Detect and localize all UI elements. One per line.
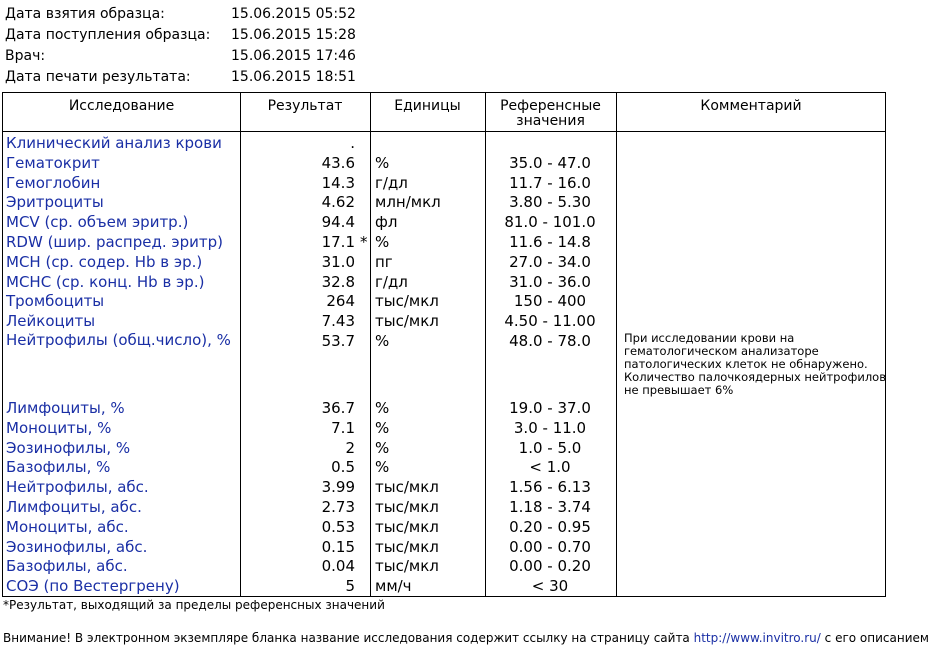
unit-value: г/дл [375, 173, 408, 192]
test-name[interactable]: Клинический анализ крови [6, 134, 222, 152]
unit-value: мм/ч [375, 577, 412, 596]
reference-range: 31.0 - 36.0 [509, 272, 591, 291]
result-value: 0.15 [321, 537, 355, 556]
reference-range: 19.0 - 37.0 [509, 398, 591, 417]
table-row [3, 538, 885, 558]
test-name[interactable]: Эозинофилы, абс. [6, 537, 148, 556]
reference-range: 4.50 - 11.00 [504, 312, 596, 331]
reference-range: 0.00 - 0.20 [509, 557, 591, 576]
out-of-range-flag: * [360, 232, 368, 251]
reference-range: 1.56 - 6.13 [509, 478, 591, 497]
result-value: 3.99 [321, 478, 355, 497]
test-name[interactable]: Базофилы, абс. [6, 557, 128, 576]
unit-value: тыс/мкл [375, 497, 439, 516]
table-row [3, 518, 885, 538]
table-row [3, 312, 885, 332]
meta-row [5, 3, 356, 24]
result-value: 94.4 [321, 213, 355, 232]
table-row [3, 213, 885, 233]
result-value: 0.04 [321, 557, 355, 576]
footnote: *Результат, выходящий за пределы референсных значений [3, 598, 385, 612]
notice-text: Внимание! В электронном экземпляре бланка название исследования содержит ссылку на страницу сайта [3, 631, 690, 645]
unit-value: г/дл [375, 272, 408, 291]
meta-label-sample-taken: Дата взятия образца: [5, 5, 165, 22]
test-name[interactable]: Моноциты, % [6, 418, 112, 437]
meta-label-print-date: Дата печати результата: [5, 68, 191, 85]
meta-value-doctor: 15.06.2015 17:46 [231, 47, 356, 64]
site-notice [3, 631, 929, 645]
table-row [3, 419, 885, 439]
reference-range: 1.0 - 5.0 [518, 438, 582, 457]
result-value: 4.62 [321, 193, 355, 212]
test-name[interactable]: Гематокрит [6, 153, 100, 172]
header-result: Результат [267, 98, 343, 114]
reference-range: 11.7 - 16.0 [509, 173, 591, 192]
reference-range: 48.0 - 78.0 [509, 331, 591, 350]
table-row [3, 174, 885, 194]
unit-value: % [375, 398, 390, 417]
reference-range: 0.20 - 0.95 [509, 517, 591, 536]
unit-value: % [375, 438, 390, 457]
meta-value-print-date: 15.06.2015 18:51 [231, 68, 356, 85]
result-value: 43.6 [321, 153, 355, 172]
reference-range: 150 - 400 [513, 292, 587, 311]
table-row [3, 134, 885, 154]
table-row [3, 273, 885, 293]
notice-suffix: с его описанием [824, 631, 929, 645]
unit-value: тыс/мкл [375, 312, 439, 331]
table-row [3, 399, 885, 419]
result-comment: При исследовании крови на гематологическом анализаторе патологических клеток не обнаружено. Количество палочкоядерных нейтрофилов не превышает 6% [624, 331, 886, 397]
meta-value-sample-taken: 15.06.2015 05:52 [231, 5, 356, 22]
meta-row [5, 24, 356, 45]
header-test: Исследование [68, 98, 175, 114]
table-header [3, 93, 885, 132]
table-row [3, 292, 885, 312]
reference-range: < 30 [531, 577, 569, 596]
meta-label-sample-received: Дата поступления образца: [5, 26, 211, 43]
reference-range: 3.0 - 11.0 [513, 418, 587, 437]
test-name[interactable]: Базофилы, % [6, 458, 111, 477]
test-name[interactable]: СОЭ (по Вестергрену) [6, 577, 180, 596]
reference-range: 1.18 - 3.74 [509, 497, 591, 516]
test-name[interactable]: MCH (ср. содер. Hb в эр.) [6, 252, 203, 271]
meta-row [5, 66, 356, 87]
result-value: 7.1 [331, 418, 355, 437]
result-value: 2.73 [321, 497, 355, 516]
table-row [3, 253, 885, 273]
unit-value: % [375, 331, 390, 350]
test-name[interactable]: MCHC (ср. конц. Hb в эр.) [6, 272, 205, 291]
header-reference-line2: значения [516, 113, 585, 129]
sample-meta [5, 3, 356, 87]
unit-value: тыс/мкл [375, 478, 439, 497]
reference-range: < 1.0 [529, 458, 571, 477]
table-row [3, 439, 885, 459]
header-units: Единицы [394, 98, 461, 114]
result-value: 5 [345, 577, 355, 596]
header-reference [485, 93, 616, 131]
result-value: 7.43 [321, 312, 355, 331]
unit-value: % [375, 418, 390, 437]
result-value: 2 [345, 438, 355, 457]
test-name[interactable]: Моноциты, абс. [6, 517, 129, 536]
unit-value: % [375, 153, 390, 172]
meta-value-sample-received: 15.06.2015 15:28 [231, 26, 356, 43]
unit-value: тыс/мкл [375, 517, 439, 536]
unit-value: фл [375, 213, 398, 232]
result-value: 264 [326, 292, 355, 311]
test-name[interactable]: Лейкоциты [6, 312, 96, 331]
table-row [3, 193, 885, 213]
result-value: 0.53 [321, 517, 355, 536]
result-value: 0.5 [331, 458, 355, 477]
table-row [3, 498, 885, 518]
reference-range: 0.00 - 0.70 [509, 537, 591, 556]
test-name[interactable]: Лимфоциты, абс. [6, 497, 142, 516]
unit-value: % [375, 458, 390, 477]
unit-value: тыс/мкл [375, 292, 439, 311]
test-name[interactable]: MCV (ср. объем эритр.) [6, 213, 189, 232]
meta-label-doctor: Врач: [5, 47, 46, 64]
test-name[interactable]: Гемоглобин [6, 173, 101, 192]
table-row [3, 154, 885, 174]
unit-value: тыс/мкл [375, 537, 439, 556]
table-row [3, 577, 885, 597]
results-table [2, 92, 886, 597]
unit-value: млн/мкл [375, 193, 441, 212]
test-name[interactable]: Лимфоциты, % [6, 398, 125, 417]
unit-value: тыс/мкл [375, 557, 439, 576]
reference-range: 11.6 - 14.8 [509, 232, 591, 251]
result-value: 32.8 [321, 272, 355, 291]
test-name[interactable]: Нейтрофилы, абс. [6, 478, 149, 497]
table-row [3, 458, 885, 478]
test-name[interactable]: RDW (шир. распред. эритр) [6, 232, 223, 251]
result-value: 53.7 [321, 331, 355, 350]
table-row [3, 478, 885, 498]
test-name[interactable]: Тромбоциты [6, 292, 105, 311]
header-reference-line1: Референсные [500, 98, 601, 114]
result-value: 36.7 [321, 398, 355, 417]
test-name[interactable]: Эозинофилы, % [6, 438, 131, 457]
unit-value: % [375, 232, 390, 251]
reference-range: 35.0 - 47.0 [509, 153, 591, 172]
result-value: . [350, 134, 355, 152]
result-value: 14.3 [321, 173, 355, 192]
table-row [3, 557, 885, 577]
meta-row [5, 45, 356, 66]
reference-range: 27.0 - 34.0 [509, 252, 591, 271]
invitro-link[interactable]: http://www.invitro.ru/ [693, 631, 821, 645]
result-value: 31.0 [321, 252, 355, 271]
test-name[interactable]: Эритроциты [6, 193, 104, 212]
reference-range: 3.80 - 5.30 [509, 193, 591, 212]
result-value: 17.1 [321, 232, 355, 251]
header-comment: Комментарий [700, 98, 802, 114]
test-name[interactable]: Нейтрофилы (общ.число), % [6, 330, 231, 349]
unit-value: пг [375, 252, 393, 271]
table-row [3, 233, 885, 253]
reference-range: 81.0 - 101.0 [504, 213, 596, 232]
